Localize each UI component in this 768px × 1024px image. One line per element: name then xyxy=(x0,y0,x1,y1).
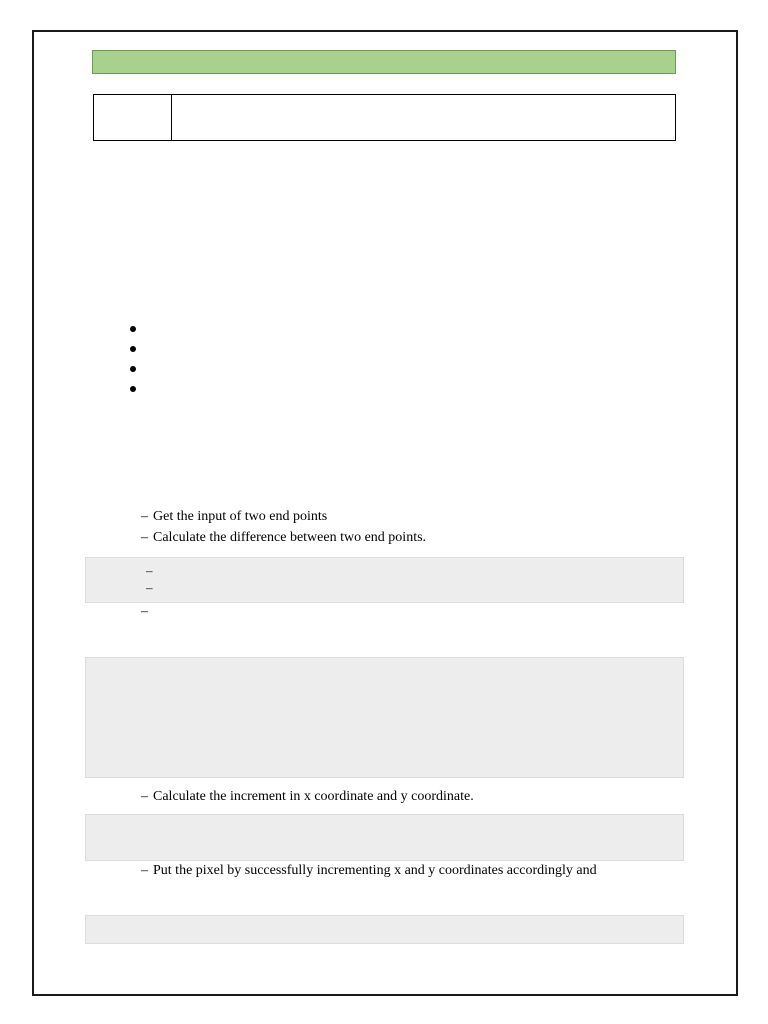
header-table-cell-left xyxy=(94,95,172,140)
step-get-input xyxy=(141,508,327,526)
dash-marker: – xyxy=(141,789,148,804)
dash-marker: – xyxy=(141,604,148,619)
step-put-pixel xyxy=(141,862,597,880)
dash-marker: – xyxy=(141,509,148,524)
code-box xyxy=(85,814,684,861)
step-calculate-difference xyxy=(141,529,426,547)
step-text: Put the pixel by successfully incrementing x and y coordinates accordingly and xyxy=(153,863,597,878)
header-bar xyxy=(92,50,676,74)
step-text: Calculate the difference between two end points. xyxy=(153,530,427,545)
dash-marker: – xyxy=(146,580,153,595)
dash-marker: – xyxy=(146,563,153,578)
code-box xyxy=(85,915,684,944)
header-table xyxy=(93,94,676,141)
header-table-cell-right xyxy=(172,95,675,140)
dash-marker: – xyxy=(141,863,148,878)
step-calculate-increment xyxy=(141,788,474,806)
step-text: Get the input of two end points xyxy=(153,509,328,524)
step-empty xyxy=(141,603,153,621)
dash-marker: – xyxy=(141,530,148,545)
code-box xyxy=(85,657,684,778)
code-box xyxy=(85,557,684,603)
step-text: Calculate the increment in x coordinate and y coordinate. xyxy=(153,789,474,804)
